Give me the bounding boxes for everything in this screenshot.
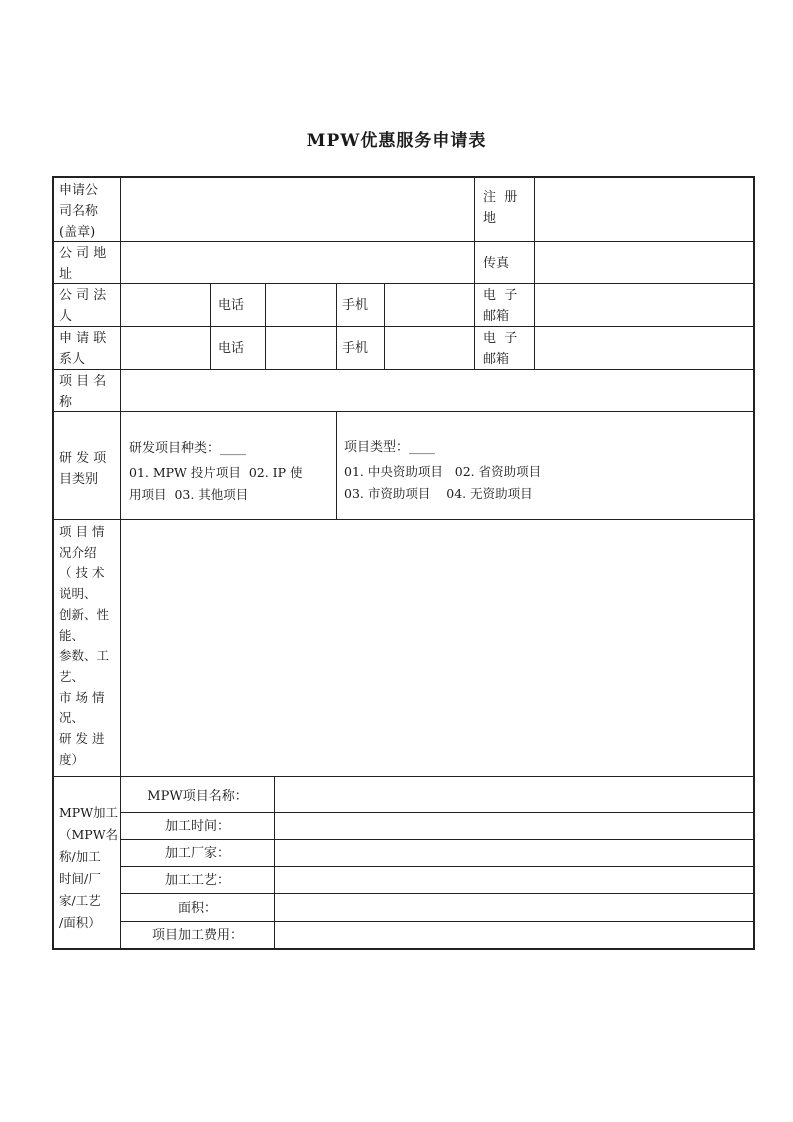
project-intro-field[interactable] [121,520,753,776]
legal-rep-field[interactable] [121,284,210,326]
contact-label: 申 请 联 系人 [59,331,107,367]
contact-mobile-field[interactable] [385,327,474,369]
project-type-heading: 项目类型：____ [344,440,436,455]
project-name-label: 项 目 名 称 [59,374,107,410]
fax-field[interactable] [535,242,753,283]
mpw-section-label: MPW加工 （MPW名 称/加工 时间/厂 家/工艺 /面积） [59,805,119,930]
processing-time-field[interactable] [275,813,753,839]
mpw-item-label: 加工时间： [164,819,230,834]
company-address-field[interactable] [121,242,474,283]
legal-rep-phone-field[interactable] [266,284,336,326]
project-name-field[interactable] [121,370,753,411]
rd-type-options: 01. MPW 投片项目 02. IP 使 用项目 03. 其他项目 [129,465,303,502]
foundry-field[interactable] [275,840,753,866]
mpw-item-label: 项目加工费用： [151,928,243,943]
rd-category-label: 研 发 项 目类别 [59,451,107,487]
mobile-label: 手机 [342,298,369,313]
contact-phone-field[interactable] [266,327,336,369]
fax-label: 传真 [483,256,510,271]
legal-rep-email-field[interactable] [535,284,753,326]
company-name-label: 申请公 司名称 (盖章) [59,183,99,240]
application-form [52,176,755,950]
column-divider [210,283,211,369]
area-field[interactable] [275,894,753,921]
company-name-field[interactable] [121,178,474,241]
registered-address-label: 注 册 地 [483,190,518,226]
contact-field[interactable] [121,327,210,369]
phone-label: 电话 [218,298,245,313]
mpw-item-label: 加工工艺： [164,873,230,888]
rd-type-field[interactable] [121,412,336,519]
legal-rep-label: 公 司 法 人 [59,288,107,324]
process-field[interactable] [275,867,753,893]
contact-email-field[interactable] [535,327,753,369]
rd-type-heading: 研发项目种类：____ [129,441,247,456]
form-title: MPW优惠服务申请表 [306,131,487,151]
processing-cost-field[interactable] [275,922,753,948]
email-label: 电 子 邮箱 [483,331,518,367]
mpw-item-label: 面积： [177,901,217,916]
email-label: 电 子 邮箱 [483,288,518,324]
project-type-field[interactable] [337,412,753,519]
mpw-project-name-field[interactable] [275,777,753,812]
mpw-item-label: 加工厂家： [164,846,230,861]
project-intro-label: 项 目 情 况介绍 （ 技 术 说明、 创新、性 能、 参数、工 艺、 市 场 情 况、 研 发 进 度） [59,524,110,767]
column-divider [474,178,475,283]
project-type-options: 01. 中央资助项目 02. 省资助项目 03. 市资助项目 04. 无资助项目 [344,464,542,501]
column-divider [336,283,337,369]
mobile-label: 手机 [342,341,369,356]
mpw-item-label: MPW项目名称： [147,789,248,804]
legal-rep-mobile-field[interactable] [385,284,474,326]
company-address-label: 公 司 地 址 [59,246,107,282]
phone-label: 电话 [218,341,245,356]
column-divider [474,283,475,369]
registered-address-field[interactable] [535,178,753,241]
